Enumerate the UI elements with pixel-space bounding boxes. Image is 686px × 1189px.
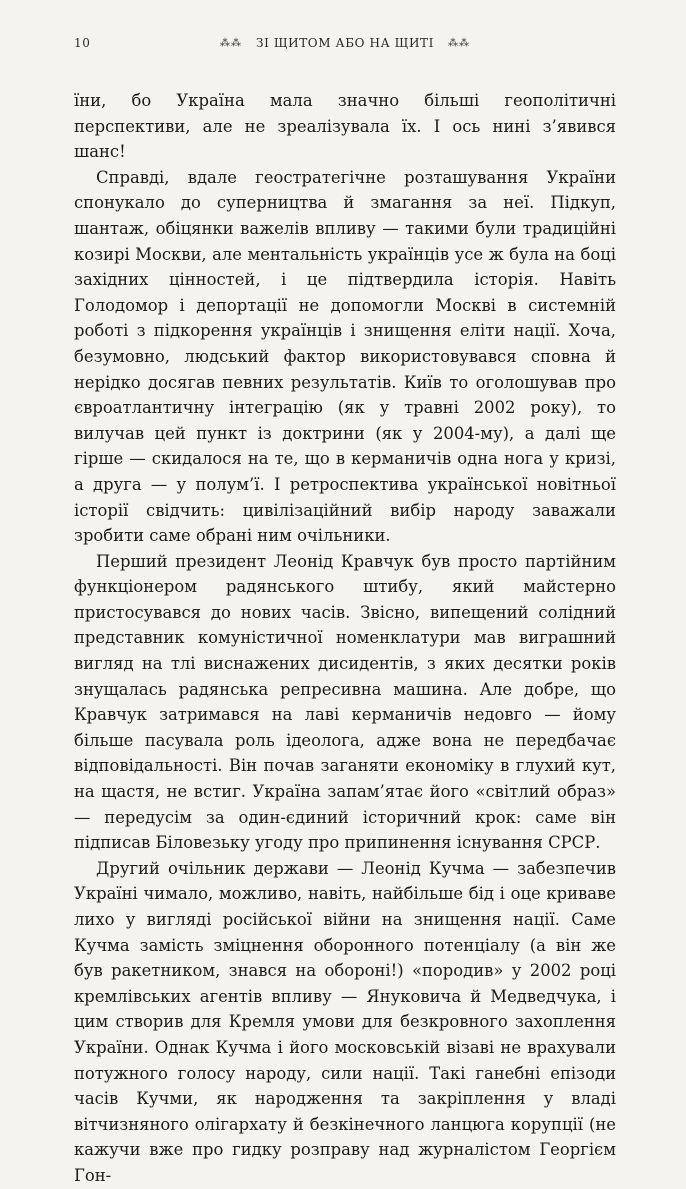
ornament-left-icon: ⁂⁂ [220,38,243,49]
paragraph: Справді, вдале геостратегічне розташування України спонукало до суперництва й змагання за неї. Підкуп, шантаж, обіцянки важелів впливу — такими були традиційні козирі Москви, але ментальність українців усе ж була на боці західних цінностей, і це підтвердила історія. Навіть Голодомор і депортації не допомогли Москві в системній роботі з підкорення українців і знищення еліти нації. Хоча, безумовно, людський фактор використовувався сповна й нерідко досягав певних результатів. Київ то оголошував про євроатлантичну інтеграцію (як у травні 2002 року), то вилучав цей пункт із доктрини (як у 2004-му), а далі ще гірше — скидалося на те, що в керманичів одна нога у кризі, а друга — у полум’ї. І ретроспектива української новітньої історії свідчить: цивілізаційний вибір народу заважали зробити саме обрані ним очільники. [74,167,616,546]
page-header [74,36,616,54]
paragraph-continuation: їни, бо Україна мала значно більші геополітичні перспективи, але не зреалізувала їх. І ось нині з’явився шанс! [74,91,616,162]
running-title: ЗІ ЩИТОМ АБО НА ЩИТІ [256,36,434,50]
ornament-right-icon: ⁂⁂ [447,38,470,49]
running-head [74,36,616,50]
page-number: 10 [74,36,91,50]
body-text [74,88,616,1189]
paragraph: Перший президент Леонід Кравчук був просто партійним функціонером радянського штибу, який майстерно пристосувався до нових часів. Звісно, випещений солідний представник комуністичної номенклатури мав виграшний вигляд на тлі виснажених дисидентів, з яких десятки років знущалась радянська репресивна машина. Але добре, що Кравчук затримався на лаві керманичів недовго — йому більше пасувала роль ідеолога, адже вона не передбачає відповідальності. Він почав заганяти економіку в глухий кут, на щастя, не встиг. Україна запам’ятає його «світлий образ» — передусім за один-єдиний історичний крок: саме він підписав Біловезьку угоду про припинення існування СРСР. [74,551,616,853]
paragraph: Другий очільник держави — Леонід Кучма — забезпечив Україні чимало, можливо, навіть, найбільше бід і оце криваве лихо у вигляді російської війни на знищення нації. Саме Кучма замість зміцнення оборонного потенціалу (а він же був ракетником, знався на обороні!) «породив» у 2002 році кремлівських агентів впливу — Януковича й Медведчука, і цим створив для Кремля умови для безкровного захоплення України. Однак Кучма і його московській візаві не врахували потужного голосу народу, сили нації. Такі ганебні епізоди часів Кучми, як народження та закріплення у владі вітчизняного олігархату й безкінечного ланцюга корупції (не кажучи вже про гидку розправу над журналістом Георгієм Гон- [74,858,616,1185]
